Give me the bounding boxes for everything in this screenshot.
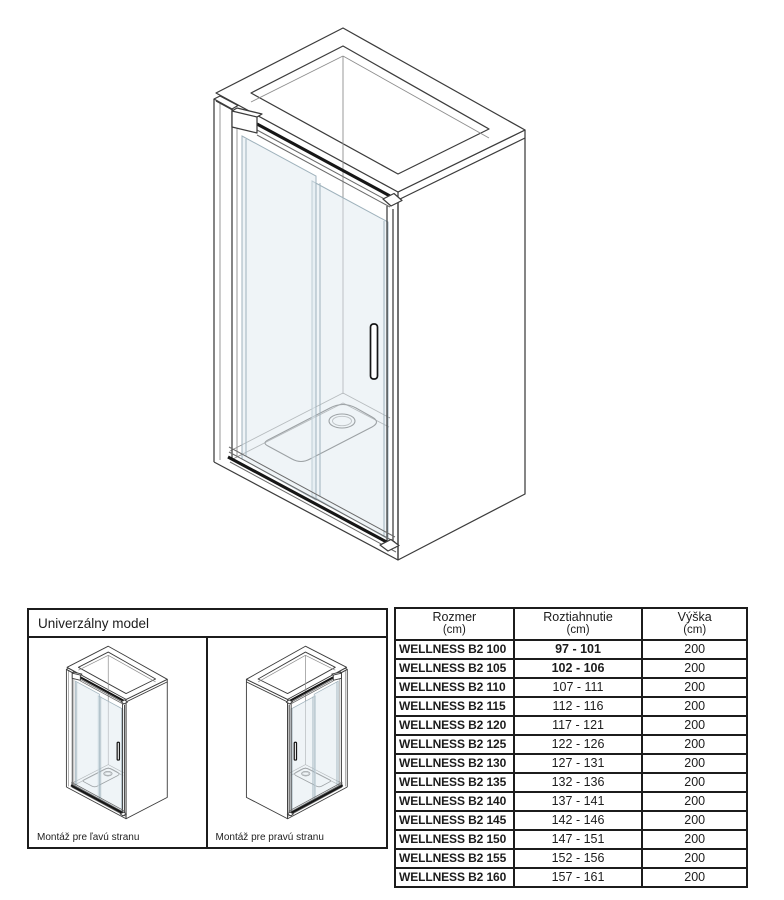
height-cell: 200: [642, 830, 747, 849]
height-cell: 200: [642, 811, 747, 830]
table-row: [395, 754, 747, 773]
table-row: [395, 849, 747, 868]
table-row: [395, 773, 747, 792]
model-cell: WELLNESS B2 145: [395, 811, 514, 830]
header-roztiahnutie: Roztiahnutie (cm): [514, 608, 643, 640]
model-cell: WELLNESS B2 150: [395, 830, 514, 849]
model-cell: WELLNESS B2 135: [395, 773, 514, 792]
table-row: [395, 830, 747, 849]
table-header-row: [395, 608, 747, 640]
range-cell: 102 - 106: [514, 659, 643, 678]
height-cell: 200: [642, 640, 747, 659]
range-cell: 97 - 101: [514, 640, 643, 659]
model-cell: WELLNESS B2 105: [395, 659, 514, 678]
model-cell: WELLNESS B2 120: [395, 716, 514, 735]
model-cell: WELLNESS B2 160: [395, 868, 514, 887]
height-cell: 200: [642, 792, 747, 811]
model-cell: WELLNESS B2 110: [395, 678, 514, 697]
panel-title: Univerzálny model: [29, 610, 386, 638]
height-cell: 200: [642, 754, 747, 773]
height-cell: 200: [642, 659, 747, 678]
height-cell: 200: [642, 868, 747, 887]
table-row: [395, 811, 747, 830]
table-row: [395, 868, 747, 887]
model-cell: WELLNESS B2 115: [395, 697, 514, 716]
range-cell: 142 - 146: [514, 811, 643, 830]
height-cell: 200: [642, 697, 747, 716]
range-cell: 127 - 131: [514, 754, 643, 773]
panel-body: [29, 638, 386, 847]
height-cell: 200: [642, 716, 747, 735]
table-row: [395, 659, 747, 678]
height-cell: 200: [642, 849, 747, 868]
size-table: [394, 607, 748, 888]
model-cell: WELLNESS B2 140: [395, 792, 514, 811]
height-cell: 200: [642, 735, 747, 754]
range-cell: 157 - 161: [514, 868, 643, 887]
model-cell: WELLNESS B2 130: [395, 754, 514, 773]
universal-model-panel: [27, 608, 388, 849]
range-cell: 132 - 136: [514, 773, 643, 792]
left-mounting-cell: [29, 638, 208, 847]
height-cell: 200: [642, 678, 747, 697]
table-row: [395, 697, 747, 716]
table-row: [395, 792, 747, 811]
range-cell: 112 - 116: [514, 697, 643, 716]
model-cell: WELLNESS B2 100: [395, 640, 514, 659]
range-cell: 107 - 111: [514, 678, 643, 697]
table-row: [395, 678, 747, 697]
table-row: [395, 640, 747, 659]
left-mounting-caption: Montáž pre ľavú stranu: [37, 832, 140, 843]
model-cell: WELLNESS B2 155: [395, 849, 514, 868]
range-cell: 117 - 121: [514, 716, 643, 735]
header-vyska: Výška (cm): [642, 608, 747, 640]
right-mounting-caption: Montáž pre pravú stranu: [215, 832, 324, 843]
table-row: [395, 735, 747, 754]
table-row: [395, 716, 747, 735]
right-mounting-cell: [208, 638, 387, 847]
range-cell: 137 - 141: [514, 792, 643, 811]
range-cell: 152 - 156: [514, 849, 643, 868]
left-mounting-diagram: [54, 642, 180, 822]
model-cell: WELLNESS B2 125: [395, 735, 514, 754]
range-cell: 122 - 126: [514, 735, 643, 754]
size-table-body: [395, 640, 747, 887]
height-cell: 200: [642, 773, 747, 792]
right-mounting-diagram: [234, 642, 360, 822]
range-cell: 147 - 151: [514, 830, 643, 849]
header-rozmer: Rozmer (cm): [395, 608, 514, 640]
